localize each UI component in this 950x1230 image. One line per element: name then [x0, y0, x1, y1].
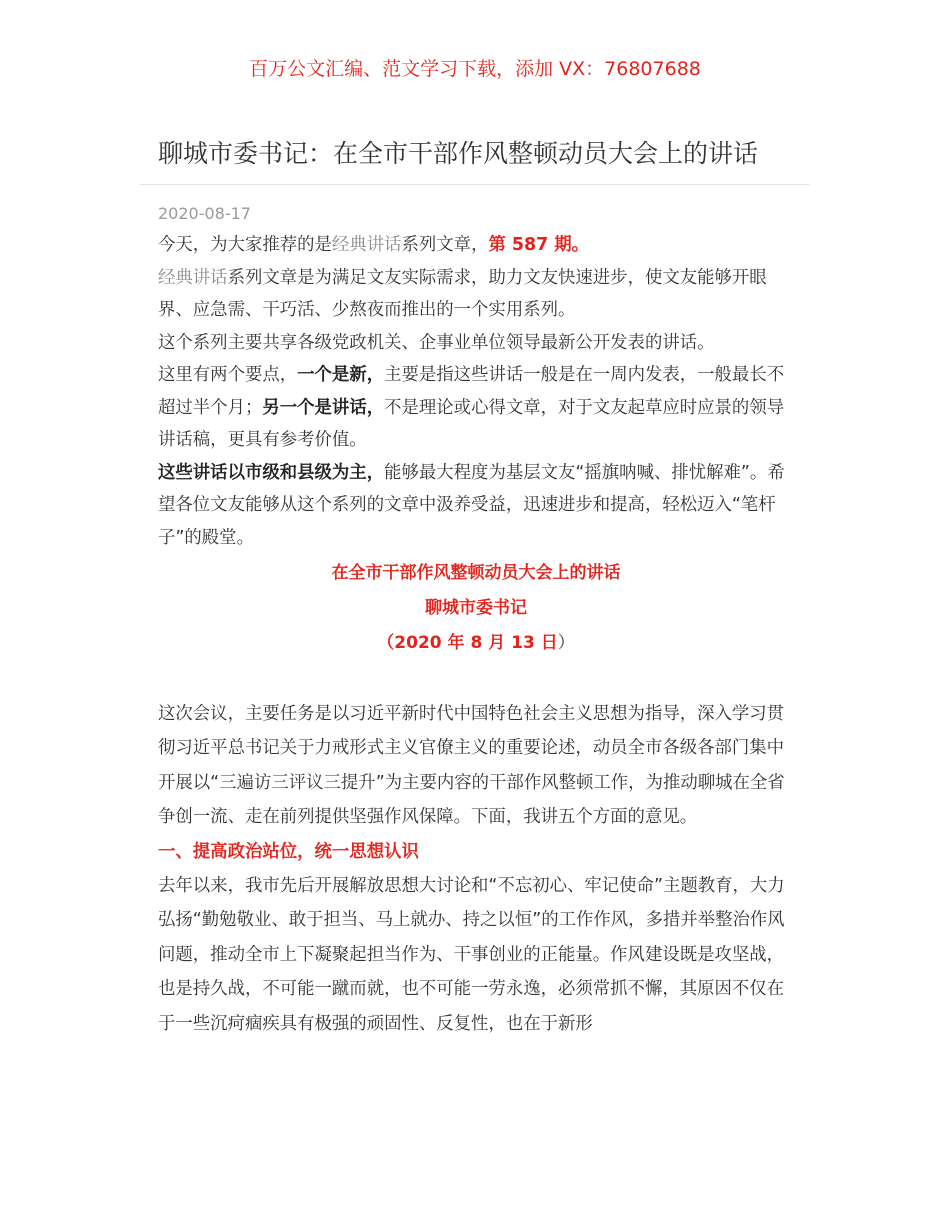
speech-date-text: （2020 年 8 月 13 日 — [377, 633, 558, 653]
speech-speaker: 聊城市委书记 — [425, 598, 527, 618]
speech-date — [158, 626, 794, 661]
intro-text: 系列文章是为满足文友实际需求，助力文友快速进步，使文友能够开眼界、应急需、干巧活、少熬夜而推出的一个实用系列。 — [158, 267, 767, 320]
intro-text: 这里有两个要点， — [158, 365, 298, 385]
article-title: 聊城市委书记：在全市干部作风整顿动员大会上的讲话 — [158, 139, 759, 168]
section-heading-1: 一、提高政治站位，统一思想认识 — [158, 841, 419, 862]
speech-paragraph-2: 去年以来，我市先后开展解放思想大讨论和“不忘初心、牢记使命”主题教育，大力弘扬“勤勉敬业、敢于担当、马上就办、持之以恒”的工作作风，多措并举整治作风问题，推动全市上下凝聚起担当作为、干事创业的正能量。作风建设既是攻坚战，也是持久战，不可能一蹴而就，也不可能一劳永逸，必须常抓不懈，其原因不仅在于一些沉疴痼疾具有极强的顽固性、反复性，也在于新形 — [158, 876, 785, 1034]
intro-text: 能够最大程度为基层文友“摇旗呐喊、排忧解难”。希望各位文友能够从这个系列的文章中汲养受益，迅速进步和提高，轻松迈入“笔杆子”的殿堂。 — [158, 462, 785, 548]
article-content — [158, 229, 794, 1041]
key-point: 一个是新， — [297, 365, 385, 385]
intro-text: 今天，为大家推荐的是 — [158, 235, 332, 255]
publish-date: 2020-08-17 — [158, 204, 251, 223]
speech-title: 在全市干部作风整顿动员大会上的讲话 — [331, 563, 621, 583]
intro-paragraph-3: 这个系列主要共享各级党政机关、企事业单位领导最新公开发表的讲话。 — [158, 332, 715, 353]
speech-date-close: ） — [557, 633, 575, 653]
intro-paragraph-1 — [158, 229, 794, 262]
issue-number: 第 587 期。 — [488, 235, 590, 255]
promo-banner: 百万公文汇编、范文学习下载，添加 VX：76807688 — [249, 58, 701, 80]
spacer — [158, 661, 794, 697]
intro-paragraph-4 — [158, 359, 794, 457]
key-point: 另一个是讲话， — [262, 397, 385, 418]
series-name: 经典讲话 — [158, 267, 228, 288]
intro-paragraph-5 — [158, 457, 794, 555]
title-divider — [140, 184, 810, 185]
intro-text: 不是理论或心得文章，对于文友起草应时应景的领导讲话稿，更具有参考价值。 — [158, 397, 785, 450]
speech-paragraph-1: 这次会议，主要任务是以习近平新时代中国特色社会主义思想为指导，深入学习贯彻习近平总书记关于力戒形式主义官僚主义的重要论述，动员全市各级各部门集中开展以“三遍访三评议三提升”为主要内容的干部作风整顿工作，为推动聊城在全省争创一流、走在前列提供坚强作风保障。下面，我讲五个方面的意见。 — [158, 704, 785, 828]
key-point: 这些讲话以市级和县级为主， — [158, 462, 385, 483]
intro-text: 系列文章， — [401, 235, 489, 255]
series-name: 经典讲话 — [331, 235, 402, 255]
intro-text: 主要是指这些讲话一般是在一周内发表，一般最长不超过半个月； — [158, 365, 785, 418]
intro-paragraph-2 — [158, 262, 794, 327]
speech-body — [158, 697, 794, 1041]
